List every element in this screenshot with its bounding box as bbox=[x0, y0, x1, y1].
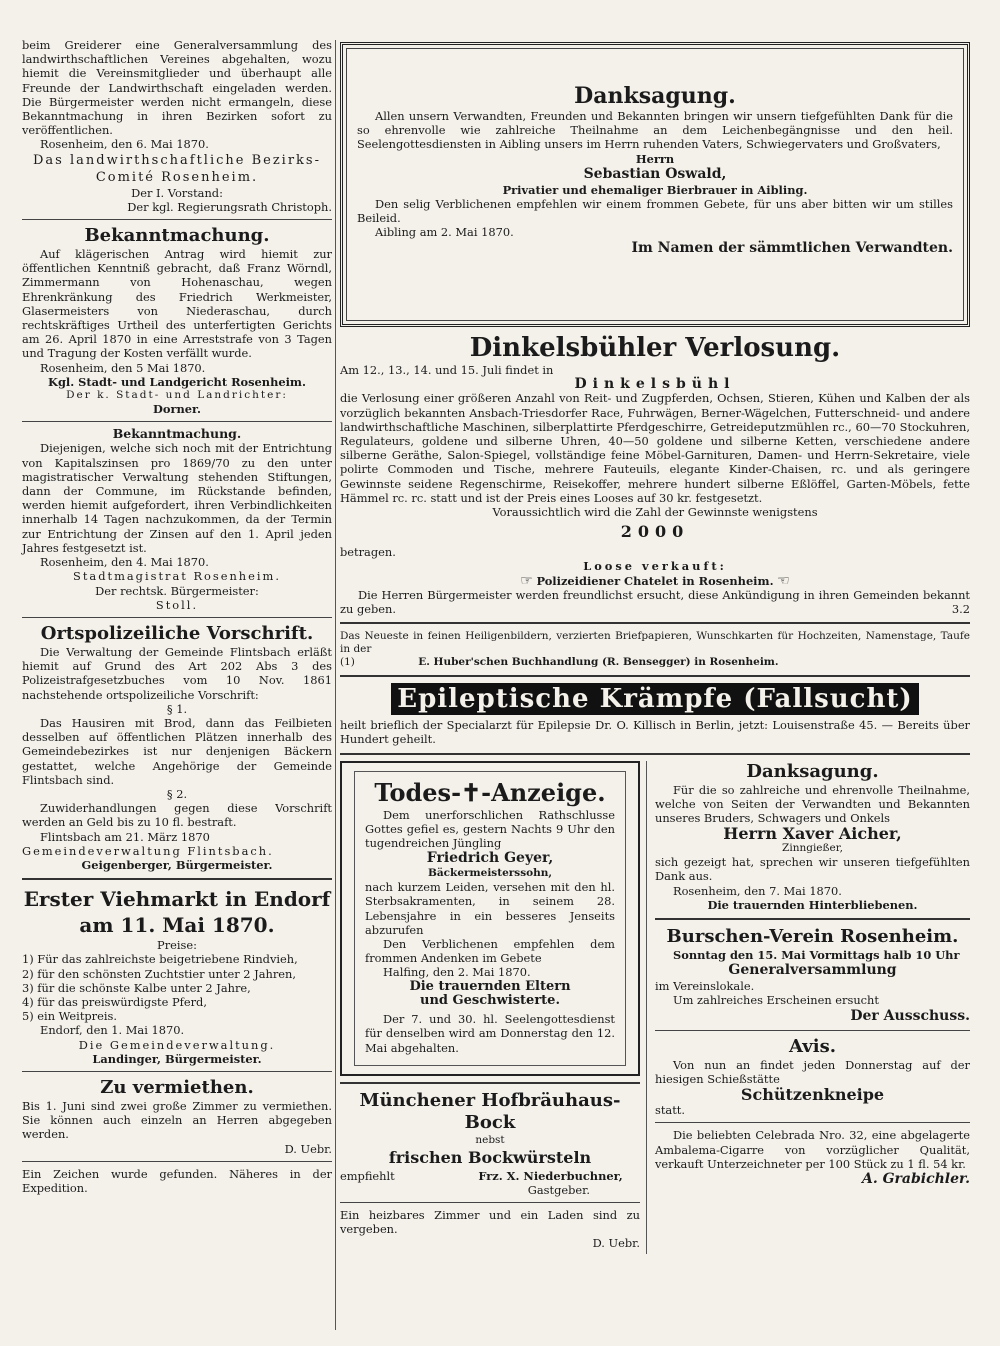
found-notice bbox=[22, 1167, 332, 1195]
police-date: Flintsbach am 21. März 1870 bbox=[40, 829, 210, 844]
market-date: Endorf, den 1. Mai 1870. bbox=[40, 1023, 185, 1038]
market-prize-item: 1) Für das zahlreichste beigetriebene Rindvieh, bbox=[22, 952, 298, 967]
lottery-count: 2000 bbox=[620, 522, 690, 542]
thanks1-body2: Den selig Verblichenen empfehlen wir einem frommen Gebete, für uns aber bitten wir um stilles Beileid. bbox=[357, 197, 953, 226]
divider bbox=[22, 1161, 332, 1162]
column-divider bbox=[335, 40, 336, 1330]
lottery-note-ref: 3.2 bbox=[951, 602, 970, 617]
beer-title: Münchener Hofbräuhaus-Bock bbox=[359, 1089, 621, 1133]
epilepsy-title: Epileptische Krämpfe (Fallsucht) bbox=[391, 683, 918, 715]
lottery-betragen: betragen. bbox=[340, 545, 396, 560]
rent-notice bbox=[22, 1077, 332, 1156]
death-title: Todes-✝-Anzeige. bbox=[374, 777, 606, 807]
thanks1-herrn: Herrn bbox=[635, 151, 675, 166]
avis-statt: statt. bbox=[655, 1103, 685, 1118]
lottery-sold-label: Loose verkauft: bbox=[583, 559, 727, 574]
huber-shop: E. Huber'schen Buchhandlung (R. Bensegger) in Rosenheim. bbox=[418, 656, 779, 669]
beer-empf: empfiehlt bbox=[340, 1168, 395, 1183]
magistrate-notice bbox=[22, 427, 332, 612]
beer-sub: frischen Bockwürsteln bbox=[388, 1147, 592, 1167]
lottery-seller-line bbox=[340, 574, 970, 588]
thanks1-date: Aibling am 2. Mai 1870. bbox=[375, 225, 514, 240]
cigar-ad bbox=[655, 1128, 970, 1188]
market-signer: Landinger, Bürgermeister. bbox=[92, 1051, 262, 1066]
thanks2-body: Für die so zahlreiche und ehrenvolle Theilnahme, welche von Seiten der Verwandten und Bekannten unseres Bruders, Schwagers und Onkels bbox=[655, 782, 970, 826]
huber-body: Das Neueste in feinen Heiligenbildern, verzierten Briefpapieren, Wunschkarten für Hochzeiten, Namenstage, Taufe in der bbox=[340, 630, 970, 656]
aicher-thanks bbox=[655, 761, 970, 912]
pointing-hand-left-icon: ☜ bbox=[777, 572, 790, 589]
thanks2-body2: sich gezeigt hat, sprechen wir unseren tiefgefühlten Dank aus. bbox=[655, 855, 970, 884]
meeting-notice bbox=[22, 38, 332, 214]
club-body1: Sonntag den 15. Mai Vormittags halb 10 Uhr bbox=[673, 948, 960, 963]
thanks2-date: Rosenheim, den 7. Mai 1870. bbox=[673, 883, 842, 898]
club-body2: Um zahlreiches Erscheinen ersucht bbox=[673, 993, 879, 1008]
police-intro: Die Verwaltung der Gemeinde Flintsbach erläßt hiemit auf Grund des Art 202 Abs 3 des Polizeistrafgesetzbuches vom 10 Nov. 1861 nachstehende ortspolizeiliche Vorschrift: bbox=[22, 644, 332, 702]
lottery-note bbox=[340, 588, 970, 616]
police-org: Gemeindeverwaltung Flintsbach. bbox=[22, 843, 274, 858]
police-signer: Geigenberger, Bürgermeister. bbox=[81, 857, 273, 872]
magistrate-notice-date: Rosenheim, den 4. Mai 1870. bbox=[40, 555, 209, 570]
avis-ad bbox=[655, 1036, 970, 1118]
market-title: Erster Viehmarkt in Endorf bbox=[23, 887, 331, 912]
death-body2: nach kurzem Leiden, versehen mit den hl. Sterbsakramenten, in seinem 28. Lebensjahre in ein besseres Jenseits abzurufen bbox=[365, 880, 615, 937]
meeting-role: Der I. Vorstand: bbox=[131, 185, 223, 200]
meeting-signer: Der kgl. Regierungsrath Christoph. bbox=[127, 199, 332, 214]
market-prize-item: 2) für den schönsten Zuchtstier unter 2 Jahren, bbox=[22, 966, 296, 981]
lottery-place: Dinkelsbühl bbox=[574, 376, 736, 393]
lottery-body: die Verlosung einer größeren Anzahl von Reit- und Zugpferden, Ochsen, Stieren, Kühen und Kalben der als vorzüglich bekannten Ansbach-Triesdorfer Race, Fuhrwägen, Berner-Wägelchen, Futterschneid- und andere landwirthschaftliche Maschinen, silberplattirte Pferdgeschirre, Getreideputzmühlen rc., 60—70 Stockuhren, Regulateurs, goldene und silberne Uhren, 40—50 goldene und silberne Ketten, verschiedene andere silberne Geräthe, Salon-Spiegel, vollständige feine Möbel-Garnituren, Damen- und Herrn-Sekretaire, viele polirte Commoden und Tische, mehrere Fauteuils, elegante Kinder-Chaisen, rc. und als geringere Gewinnste seidene Regenschirme, Reisekoffer, mehrere hundert silberne Eßlöffel, Garten-Möbels, fette Hämmel rc. rc. statt und ist der Preis eines Looses auf 30 kr. festgesetzt. bbox=[340, 391, 970, 505]
beer-sign: Frz. X. Niederbuchner, bbox=[478, 1168, 623, 1183]
police-s1: Das Hausiren mit Brod, dann das Feilbieten desselben auf öffentlichen Plätzen innerhalb des Gemeindebezirkes ist nur denjenigen Bäckern gestattet, welche Angehörige der Gemeinde Flintsbach sind. bbox=[22, 715, 332, 787]
lottery-ad bbox=[340, 333, 970, 616]
magistrate-notice-role: Der rechtsk. Bürgermeister: bbox=[95, 583, 259, 598]
magistrate-notice-org: Stadtmagistrat Rosenheim. bbox=[73, 569, 281, 584]
market-date-title: am 11. Mai 1870. bbox=[79, 913, 275, 938]
death-body4: Der 7. und 30. hl. Seelengottesdienst für denselben wird am Donnerstag den 12. Mai abgehalten. bbox=[365, 1012, 615, 1055]
death-notice-inner bbox=[354, 771, 626, 1066]
market-org: Die Gemeindeverwaltung. bbox=[78, 1037, 276, 1052]
lower-ads bbox=[340, 761, 970, 1254]
death-name: Friedrich Geyer, bbox=[426, 850, 554, 867]
left-column bbox=[22, 38, 332, 1198]
death-body1: Dem unerforschlichen Rathschlusse Gottes gefiel es, gestern Nachts 9 Uhr den tugendreichen Jüngling bbox=[365, 807, 615, 851]
beer-sign-line bbox=[340, 1169, 640, 1183]
divider bbox=[340, 1202, 640, 1203]
magistrate-notice-body: Diejenigen, welche sich noch mit der Entrichtung von Kapitalszinsen pro 1869/70 zu den unter magistratischer Verwaltung stehenden Stiftungen, dann der Commune, im Rückstande befinden, werden hiemit aufgefordert, ihren Verbindlichkeiten innerhalb 14 Tagen nachzukommen, da der Termin zur Entrichtung der Zinsen auf den 1. April jeden Jahres festgesetzt ist. bbox=[22, 441, 332, 555]
thanks2-title: Danksagung. bbox=[746, 760, 879, 782]
death-trade: Bäckermeisterssohn, bbox=[427, 867, 553, 880]
beer-ad bbox=[340, 1090, 640, 1197]
divider bbox=[340, 753, 970, 755]
divider bbox=[655, 1122, 970, 1123]
thanks1-title: Danksagung. bbox=[574, 83, 736, 109]
death-sign1: Die trauernden Eltern bbox=[409, 978, 571, 994]
death-body3: Den Verblichenen empfehlen dem frommen Andenken im Gebete bbox=[365, 937, 615, 966]
lottery-line1 bbox=[340, 363, 970, 377]
cigar-body: Die beliebten Celebrada Nro. 32, eine abgelagerte Ambalema-Cigarre von vorzüglicher Qualität, verkauft Unterzeichneter per 100 Stück zu 1 fl. 54 kr. bbox=[655, 1128, 970, 1171]
divider bbox=[22, 617, 332, 618]
court-notice-signer: Dorner. bbox=[153, 402, 201, 417]
found-body: Ein Zeichen wurde gefunden. Näheres in der Expedition. bbox=[22, 1166, 332, 1195]
divider bbox=[22, 219, 332, 220]
police-regulation bbox=[22, 623, 332, 872]
huber-line2 bbox=[340, 656, 970, 669]
rent-ref: D. Uebr. bbox=[284, 1141, 332, 1156]
epilepsy-body: heilt brieflich der Specialarzt für Epilepsie Dr. O. Killisch in Berlin, jetzt: Louisenstraße 45. — Bereits über Hundert geheilt. bbox=[340, 718, 970, 747]
lottery-dates: Am 12., 13., 14. und 15. Juli findet in bbox=[340, 363, 554, 377]
market-prize-item: 5) ein Weitpreis. bbox=[22, 1009, 117, 1024]
court-notice-role: Der k. Stadt- und Landrichter: bbox=[66, 389, 288, 402]
thanks1-desc: Privatier und ehemaliger Bierbrauer in Aibling. bbox=[502, 182, 808, 197]
club-place: im Vereinslokale. bbox=[655, 979, 755, 994]
market-prize-item: 3) für die schönste Kalbe unter 2 Jahre, bbox=[22, 980, 251, 995]
cigar-sign: A. Grabichler. bbox=[861, 1170, 970, 1187]
lottery-seller: Polizeidiener Chatelet in Rosenheim. bbox=[536, 573, 774, 588]
divider bbox=[22, 421, 332, 422]
police-title: Ortspolizeiliche Vorschrift. bbox=[40, 622, 314, 644]
death-sign2: und Geschwisterte. bbox=[420, 992, 560, 1008]
lottery-note-text: Die Herren Bürgermeister werden freundlichst ersucht, diese Ankündigung in ihren Gemeinden bekannt zu geben. bbox=[340, 587, 970, 617]
divider bbox=[340, 1082, 640, 1084]
meeting-date: Rosenheim, den 6. Mai 1870. bbox=[40, 137, 209, 152]
room-ad bbox=[340, 1208, 640, 1251]
club-sign: Der Ausschuss. bbox=[850, 1007, 970, 1024]
avis-body: Von nun an findet jeden Donnerstag auf der hiesigen Schießstätte bbox=[655, 1057, 970, 1086]
thanks2-sign: Die trauernden Hinterbliebenen. bbox=[707, 897, 918, 912]
rent-title: Zu vermiethen. bbox=[100, 1076, 254, 1098]
epilepsy-ad bbox=[340, 683, 970, 746]
meeting-body: beim Greiderer eine Generalversammlung des landwirthschaftlichen Vereines abgehalten, wozu hiemit die Vereinsmitglieder und überhaupt alle Freunde der Landwirthschaft eingeladen werden. Die Bürgermeister werden nicht ermangeln, diese Bekanntmachung in ihren Bezirken sofort zu veröffentlichen. bbox=[22, 38, 332, 138]
court-notice-date: Rosenheim, den 5 Mai 1870. bbox=[40, 360, 206, 375]
rent-body: Bis 1. Juni sind zwei große Zimmer zu vermiethen. Sie können auch einzeln an Herren abgegeben werden. bbox=[22, 1098, 332, 1142]
magistrate-notice-signer: Stoll. bbox=[155, 597, 199, 612]
divider bbox=[340, 675, 970, 677]
avis-place: Schützenkneipe bbox=[740, 1085, 885, 1105]
huber-ad bbox=[340, 630, 970, 669]
divider bbox=[340, 622, 970, 624]
pointing-hand-right-icon: ☞ bbox=[520, 572, 533, 589]
court-notice-title: Bekanntmachung. bbox=[84, 225, 270, 247]
epilepsy-title-wrap bbox=[340, 683, 970, 715]
club-ad bbox=[655, 926, 970, 1025]
right-column bbox=[340, 38, 970, 1254]
court-notice-org: Kgl. Stadt- und Landgericht Rosenheim. bbox=[48, 374, 306, 389]
thanks2-name: Herrn Xaver Aicher, bbox=[723, 824, 902, 844]
magistrate-notice-title: Bekanntmachung. bbox=[112, 426, 242, 442]
divider bbox=[22, 1071, 332, 1072]
divider bbox=[655, 1030, 970, 1031]
police-s2-label: § 2. bbox=[166, 786, 188, 801]
court-notice-body: Auf klägerischen Antrag wird hiemit zur öffentlichen Kenntniß gebracht, daß Franz Wörndl, Zimmermann von Hohenaschau, wegen Ehrenkränkung des Friedrich Werkmeister, Glasermeisters von Niederaschau, durch rechtskräftiges Urtheil des unterfertigten Gerichts am 26. April 1870 in eine Arreststrafe von 3 Tagen und Tragung der Kosten verfällt wurde. bbox=[22, 247, 332, 361]
beer-nebst: nebst bbox=[475, 1133, 505, 1146]
divider bbox=[655, 918, 970, 920]
lottery-title: Dinkelsbühler Verlosung. bbox=[469, 333, 841, 363]
thanks1-body1: Allen unsern Verwandten, Freunden und Bekannten bringen wir unsern tiefgefühlten Dank für die so ehrenvolle wie zahlreiche Theilnahme an dem Leichenbegängnisse und den heil. Seelengottesdiensten in Aibling unsers im Herrn ruhenden Vaters, Schwiegervaters und Großvaters, bbox=[357, 109, 953, 152]
police-s2: Zuwiderhandlungen gegen diese Vorschrift werden an Geld bis zu 10 fl. bestraft. bbox=[22, 801, 332, 830]
death-date: Halfing, den 2. Mai 1870. bbox=[383, 965, 531, 980]
lottery-expect: Voraussichtlich wird die Zahl der Gewinnste wenigstens bbox=[492, 505, 818, 520]
lower-left-ads bbox=[340, 761, 640, 1254]
meeting-org: Das landwirthschaftliche Bezirks-Comité Rosenheim. bbox=[33, 152, 321, 185]
divider bbox=[22, 878, 332, 880]
lower-right-ads bbox=[646, 761, 970, 1254]
market-prizes-list bbox=[22, 952, 332, 1023]
market-prizes-label: Preise: bbox=[157, 938, 197, 953]
thanks2-trade: Zinngießer, bbox=[782, 842, 843, 855]
death-notice-box bbox=[340, 761, 640, 1076]
court-notice bbox=[22, 225, 332, 416]
thanks1-sign: Im Namen der sämmtlichen Verwandten. bbox=[631, 239, 953, 256]
room-ref: D. Uebr. bbox=[592, 1236, 640, 1251]
thanks1-name: Sebastian Oswald, bbox=[583, 165, 727, 182]
cattle-market bbox=[22, 886, 332, 1066]
oswald-thanks-box bbox=[340, 42, 970, 327]
beer-role: Gastgeber. bbox=[527, 1182, 590, 1197]
market-prize-item: 4) für das preiswürdigste Pferd, bbox=[22, 994, 207, 1009]
room-body: Ein heizbares Zimmer und ein Laden sind zu vergeben. bbox=[340, 1208, 640, 1237]
club-event: Generalversammlung bbox=[728, 962, 897, 979]
avis-title: Avis. bbox=[789, 1035, 836, 1057]
huber-ref: (1) bbox=[340, 656, 355, 669]
club-title: Burschen-Verein Rosenheim. bbox=[666, 926, 959, 948]
police-s1-label: § 1. bbox=[166, 701, 188, 716]
